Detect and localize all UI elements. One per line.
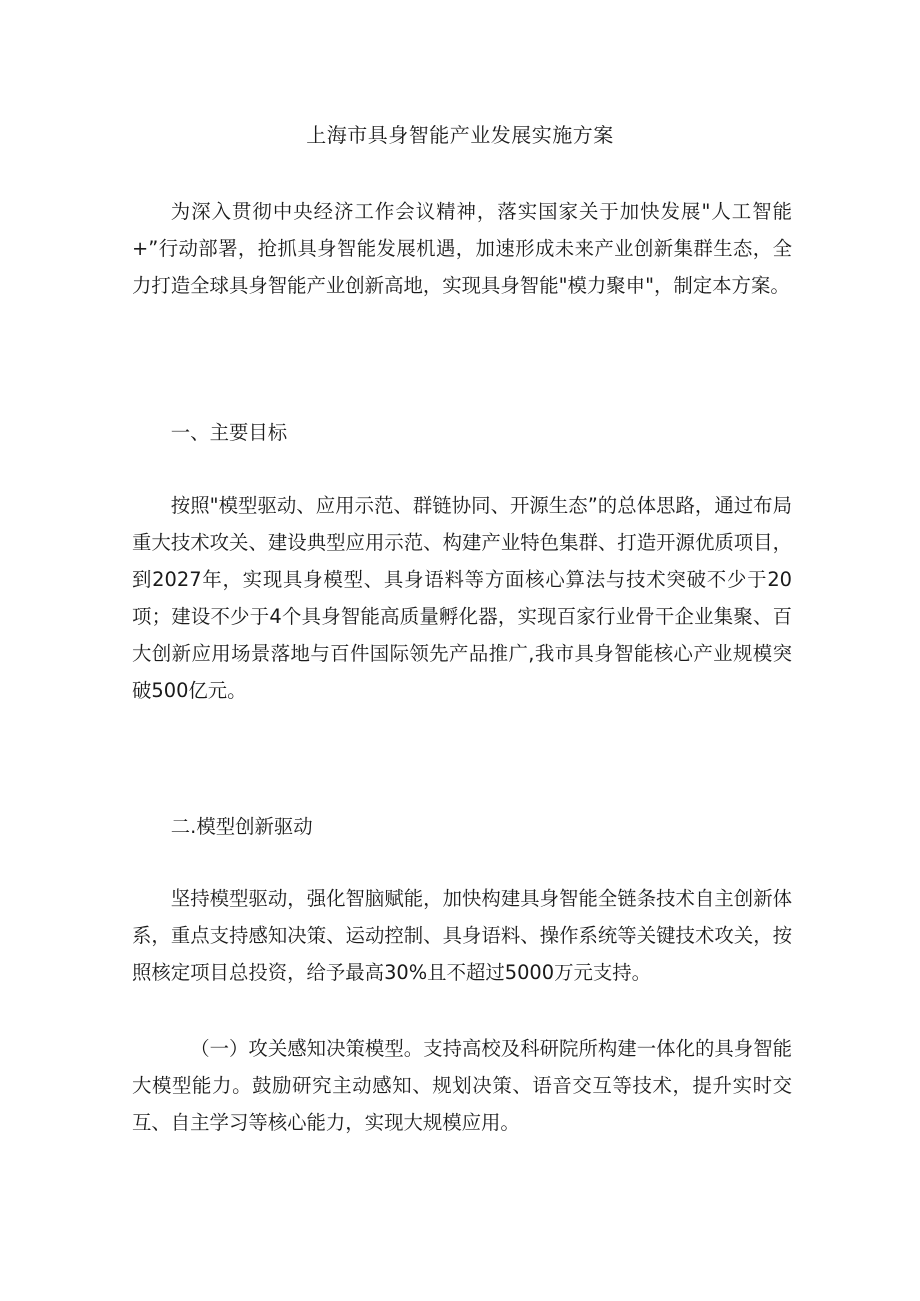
intro-paragraph: 为深入贯彻中央经济工作会议精神，落实国家关于加快发展"人工智能+”行动部署，抢抓具身智能发展机遇，加速形成未来产业创新集群生态，全力打造全球具身智能产业创新高地，实现具身智能"模力聚申"，制定本方案。 [132,200,792,297]
main-goals-paragraph: 按照"模型驱动、应用示范、群链协同、开源生态”的总体思路，通过布局重大技术攻关、建设典型应用示范、构建产业特色集群、打造开源优质项目，到2027年，实现具身模型、具身语料等方面核心算法与技术突破不少于20项；建设不少于4个具身智能高质量孵化器，实现百家行业骨干企业集聚、百大创新应用场景落地与百件国际领先产品推广,我市具身智能核心产业规模突破500亿元。 [132,494,792,702]
model-innovation-paragraph: 坚持模型驱动，强化智脑赋能，加快构建具身智能全链条技术自主创新体系，重点支持感知决策、运动控制、具身语料、操作系统等关键技术攻关，按照核定项目总投资，给予最高30%且不超过5000万元支持。 [132,887,792,984]
perception-decision-paragraph: （一）攻关感知决策模型。支持高校及科研院所构建一体化的具身智能大模型能力。鼓励研究主动感知、规划决策、语音交互等技术，提升实时交互、自主学习等核心能力，实现大规模应用。 [132,1037,792,1134]
document-title: 上海市具身智能产业发展实施方案 [306,123,614,147]
section-heading-main-goals: 一、主要目标 [170,421,288,444]
section-heading-model-innovation: 二.模型创新驱动 [170,815,313,838]
